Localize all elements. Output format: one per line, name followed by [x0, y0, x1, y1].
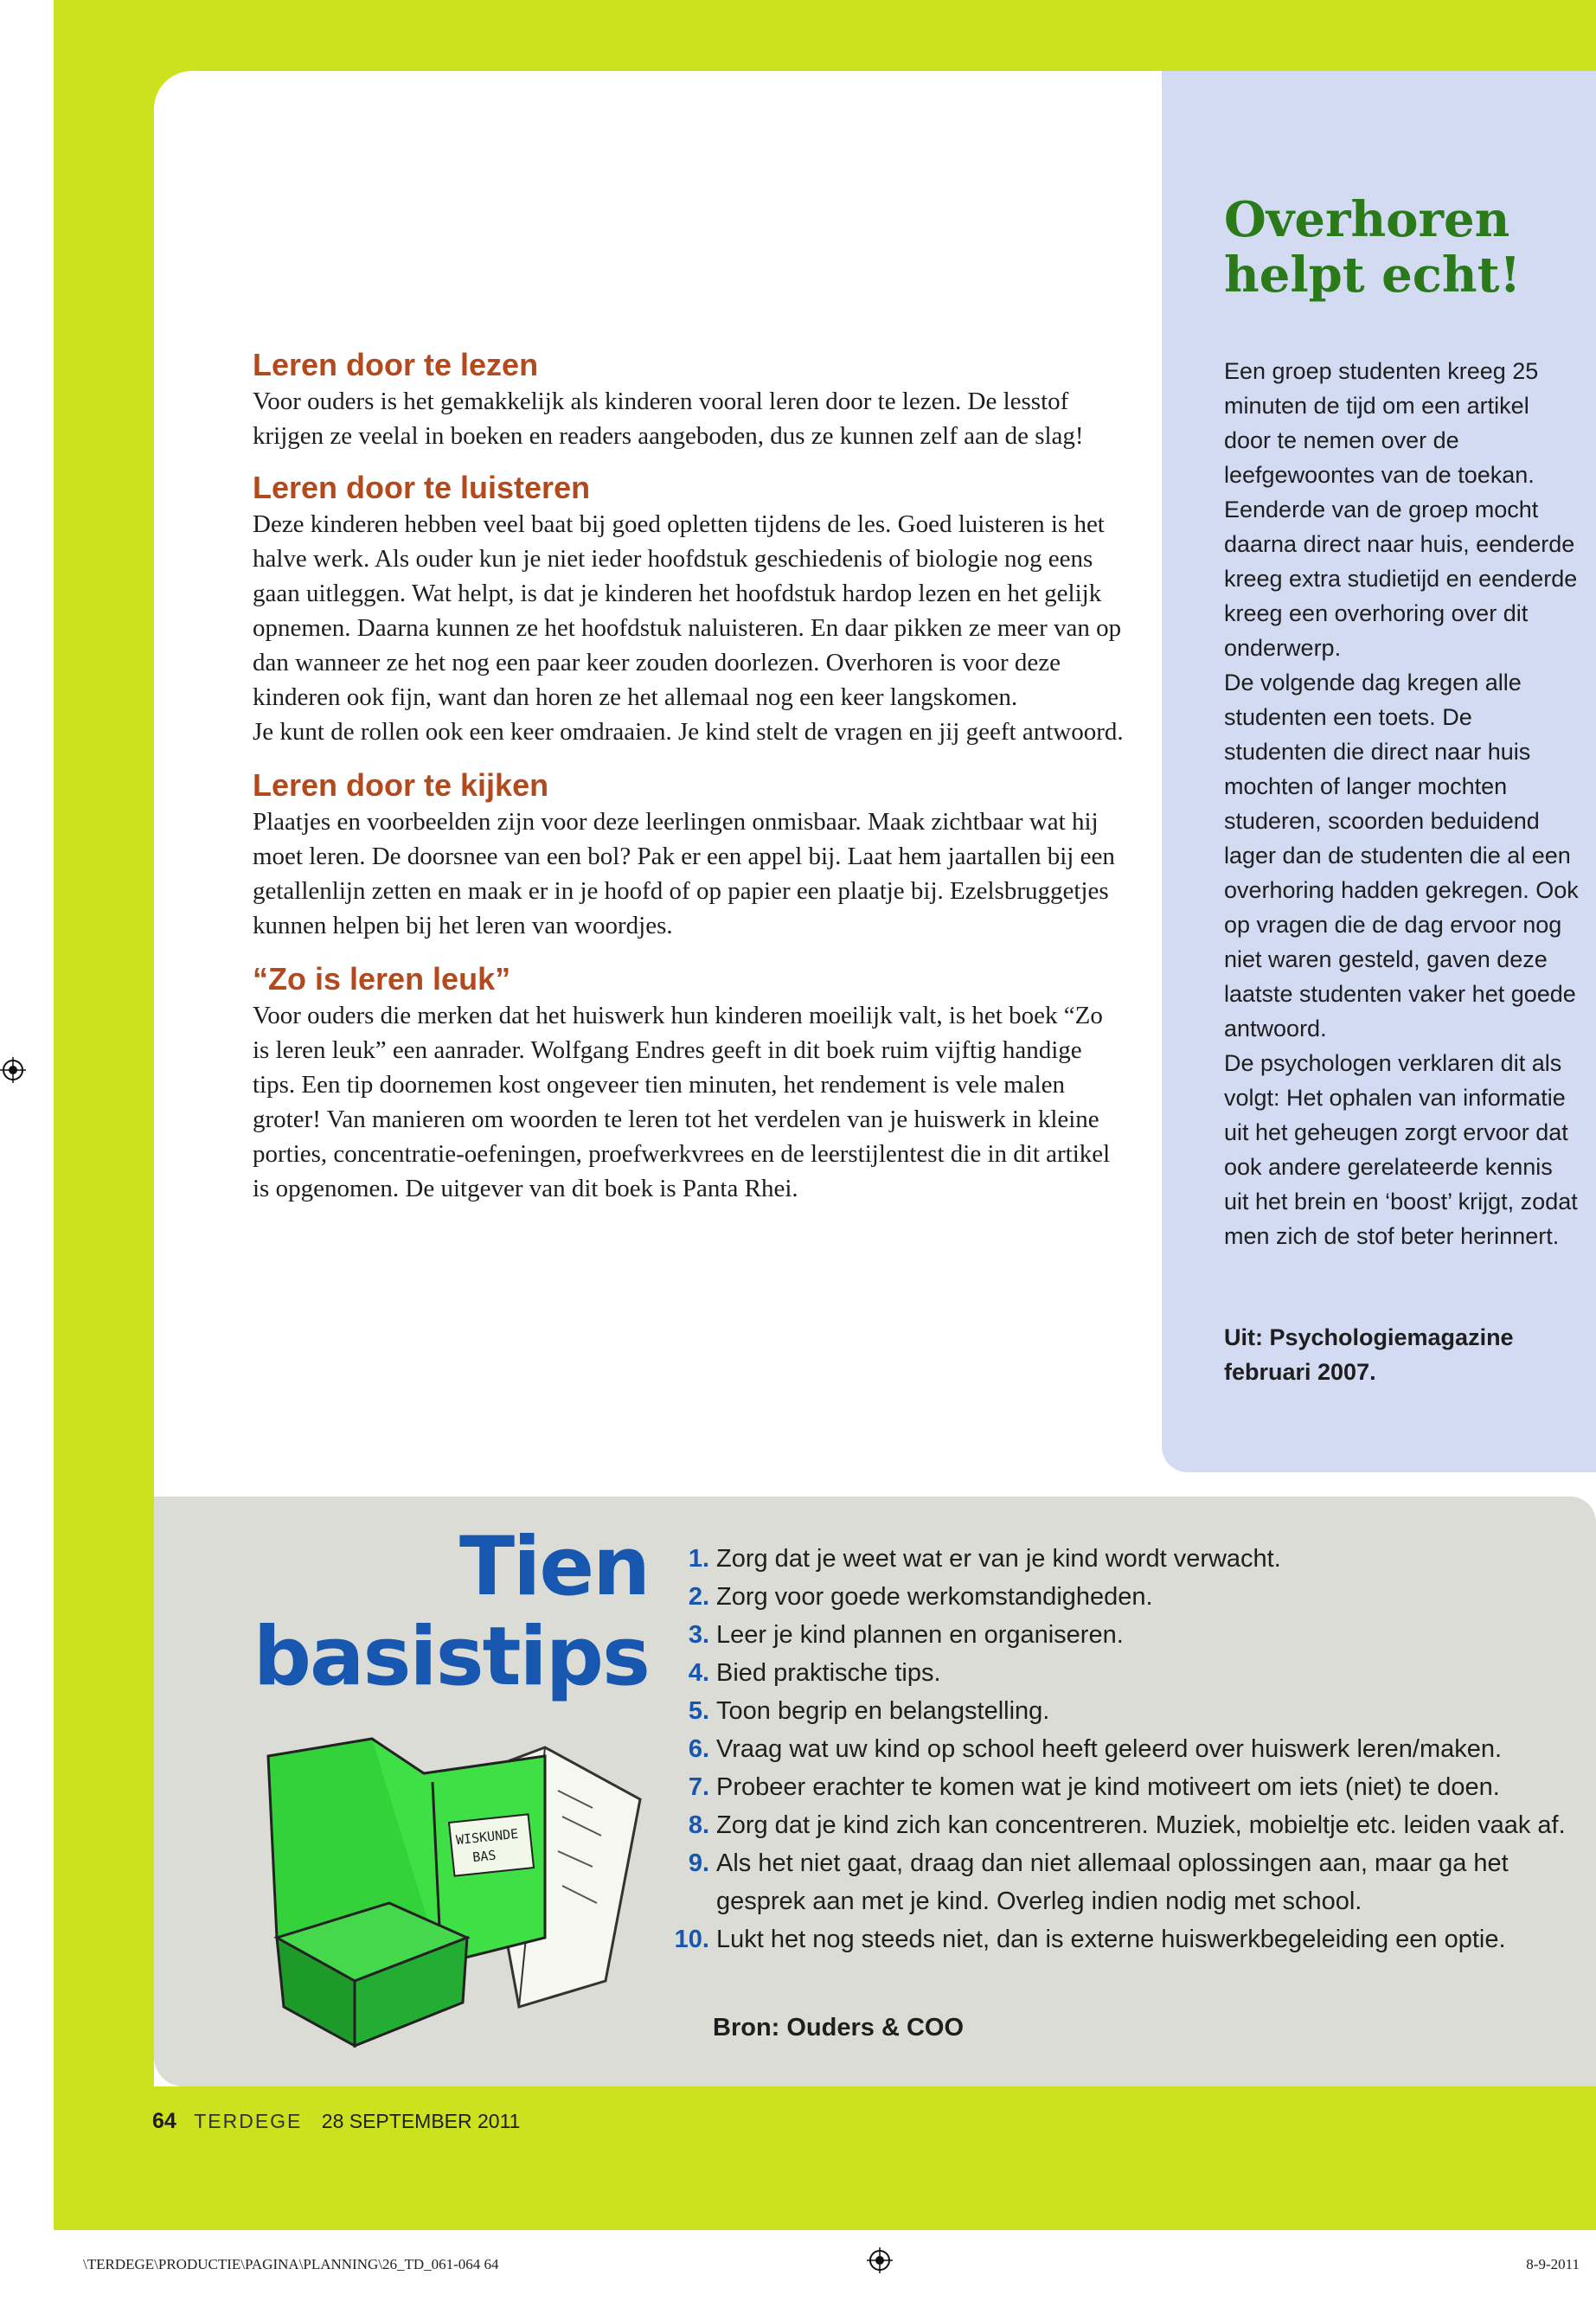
- tips-title-line: Tien: [458, 1520, 649, 1614]
- section-body: Voor ouders die merken dat het huiswerk hun kinderen moeilijk valt, is het boek “Zo is leren leuk” een aanrader. Wolfgang Endres geeft in dit boek ruim vijftig handige tips. Een tip doornemen kost ongeveer tien minuten, het rendement is vele malen groter! Van manieren om woorden te leren tot het verdelen van je huiswerk in kleine porties, concentratie-oefeningen, proefwerkvrees en de leerstijlentest die in dit artikel is opgenomen. De uitgever van dit boek is Panta Rhei.: [253, 1002, 1111, 1202]
- page-footer: [152, 2109, 520, 2134]
- section-body: Deze kinderen hebben veel baat bij goed opletten tijdens de les. Goed luisteren is het halve werk. Als ouder kun je niet ieder hoofdstuk geschiedenis of biologie nog eens gaan uitleggen. Wat helpt, is dat je kinderen het hoofdstuk hardop lezen en het gelijk opnemen. Daarna kunnen ze het hoofdstuk naluisteren. En daar pikken ze meer van op dan wanneer ze het nog een paar keer zouden doorlezen. Overhoren is voor deze kinderen ook fijn, want dan horen ze het allemaal nog een keer langskomen.: [253, 510, 1122, 711]
- tip-text: Probeer erachter te komen wat je kind motiveert om iets (niet) te doen.: [716, 1773, 1500, 1801]
- sidebar-paragraph: Een groep studenten kreeg 25 minuten de tijd om een artikel door te nemen over de leefgewoontes van de toekan. Eenderde van de groep mocht daarna direct naar huis, eenderde kreeg extra studietijd en eenderde kreeg een overhoring over dit onderwerp.: [1224, 358, 1578, 661]
- tip-number: 2.: [688, 1583, 709, 1611]
- magazine-name: TERDEGE: [194, 2110, 303, 2132]
- tip-number: 10.: [674, 1926, 709, 1953]
- tip-text: Toon begrip en belangstelling.: [716, 1697, 1050, 1725]
- tip-text: Zorg dat je weet wat er van je kind wordt verwacht.: [716, 1545, 1281, 1573]
- section-heading: “Zo is leren leuk”: [253, 961, 511, 997]
- section-body: Plaatjes en voorbeelden zijn voor deze leerlingen onmisbaar. Maak zichtbaar wat hij moet leren. De doorsnee van een bol? Pak er een appel bij. Laat hem jaartallen bij een getallenlijn zetten en maak er in je hoofd of op papier een plaatje bij. Ezelsbruggetjes kunnen helpen bij het leren van woordjes.: [253, 808, 1115, 939]
- tip-item: [666, 1692, 1566, 1730]
- issue-date: 28 SEPTEMBER 2011: [321, 2110, 521, 2132]
- tip-number: 7.: [688, 1773, 709, 1801]
- tip-item: [666, 1616, 1566, 1654]
- section-body: Voor ouders is het gemakkelijk als kinderen vooral leren door te lezen. De lesstof krijgen ze veelal in boeken en readers aangeboden, dus ze kunnen zelf aan de slag!: [253, 388, 1084, 450]
- tip-item: [666, 1578, 1566, 1616]
- tip-text: Zorg voor goede werkomstandigheden.: [716, 1583, 1153, 1611]
- book-label-line: WISKUNDE: [455, 1825, 519, 1849]
- registration-mark-icon: [0, 1057, 26, 1083]
- tip-text: Vraag wat uw kind op school heeft geleerd over huiswerk leren/maken.: [716, 1735, 1503, 1763]
- tips-list: [666, 1540, 1566, 1958]
- article: [253, 346, 1125, 1206]
- tip-number: 8.: [688, 1811, 709, 1839]
- tip-item: [666, 1654, 1566, 1692]
- tips-title: [234, 1522, 649, 1702]
- sidebar-paragraph: De psychologen verklaren dit als volgt: Het ophalen van informatie uit het geheugen zorgt ervoor dat ook andere gerelateerde kennis uit het brein en ‘boost’ krijgt, zodat men zich de stof beter herinnert.: [1224, 1050, 1578, 1249]
- book-label-line: BAS: [471, 1847, 497, 1866]
- article-section-book: [253, 960, 1125, 1206]
- tip-number: 5.: [688, 1697, 709, 1725]
- print-slug: [83, 2256, 1580, 2273]
- tip-item: [666, 1768, 1566, 1806]
- sidebar-body: [1224, 354, 1579, 1253]
- tip-text: Als het niet gaat, draag dan niet allemaal oplossingen aan, maar ga het gesprek aan met je kind. Overleg indien nodig met school.: [716, 1849, 1509, 1915]
- tip-number: 4.: [688, 1659, 709, 1687]
- tip-text: Lukt het nog steeds niet, dan is externe huiswerkbegeleiding een optie.: [716, 1926, 1506, 1953]
- tip-number: 6.: [688, 1735, 709, 1763]
- tip-item: [666, 1806, 1566, 1844]
- tip-number: 1.: [688, 1545, 709, 1573]
- article-section-watching: [253, 766, 1125, 943]
- page-number: 64: [152, 2109, 176, 2133]
- section-heading: Leren door te kijken: [253, 767, 549, 803]
- article-section-listening: [253, 469, 1125, 749]
- tips-title-line: basistips: [253, 1610, 649, 1704]
- section-heading: Leren door te lezen: [253, 347, 539, 382]
- tips-source: Bron: Ouders & COO: [713, 2014, 965, 2041]
- section-body: Je kunt de rollen ook een keer omdraaien. Je kind stelt de vragen en jij geeft antwoord.: [253, 718, 1124, 746]
- article-section-reading: [253, 346, 1125, 453]
- tip-text: Zorg dat je kind zich kan concentreren. Muziek, mobieltje etc. leiden vaak af.: [716, 1811, 1566, 1839]
- books-illustration: [260, 1721, 657, 2050]
- sidebar-source: Uit: Psychologiemagazine februari 2007.: [1224, 1324, 1514, 1385]
- tip-item: [666, 1730, 1566, 1768]
- tip-text: Bied praktische tips.: [716, 1659, 941, 1687]
- tip-number: 3.: [688, 1621, 709, 1649]
- sidebar-paragraph: De volgende dag kregen alle studenten een toets. De studenten die direct naar huis mochten of langer mochten studeren, scoorden beduidend lager dan de studenten die al een overhoring hadden gekregen. Ook op vragen die de dag ervoor nog niet waren gesteld, gaven deze laatste studenten vaker het goede antwoord.: [1224, 670, 1579, 1042]
- print-path: \TERDEGE\PRODUCTIE\PAGINA\PLANNING\26_TD_061-064 64: [83, 2256, 499, 2272]
- tip-item: [666, 1844, 1566, 1920]
- tip-item: [666, 1540, 1566, 1578]
- section-heading: Leren door te luisteren: [253, 470, 591, 505]
- tip-number: 9.: [688, 1849, 709, 1877]
- sidebar-title: Overhoren helpt echt!: [1224, 191, 1522, 304]
- print-date: 8-9-2011: [1526, 2256, 1580, 2272]
- tip-item: [666, 1920, 1566, 1958]
- tip-text: Leer je kind plannen en organiseren.: [716, 1621, 1124, 1649]
